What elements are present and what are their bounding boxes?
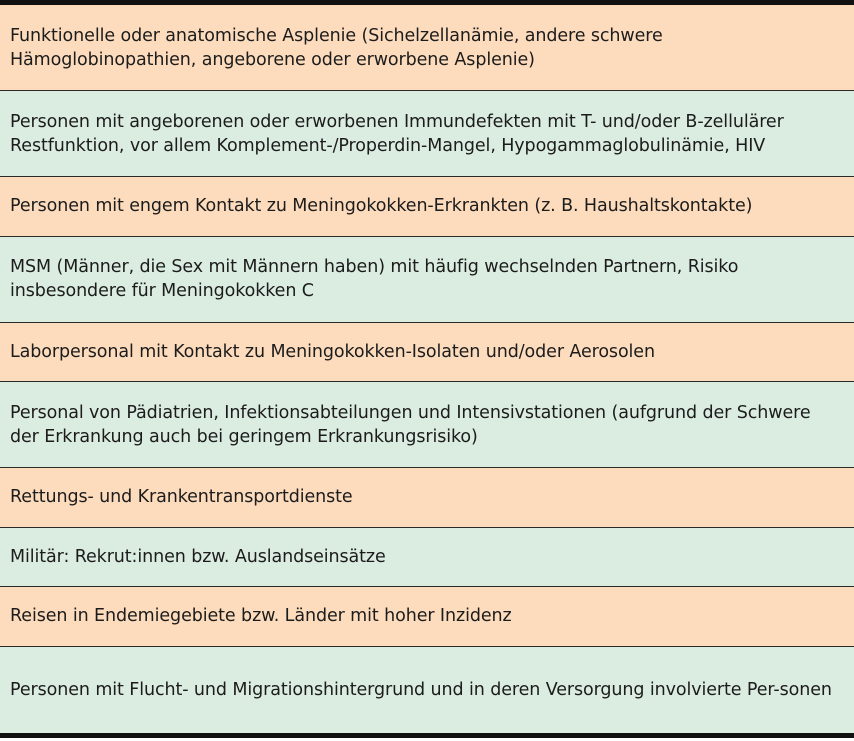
table-row <box>0 323 854 383</box>
row-text: Personal von Pädiatrien, Infektionsabteilungen und Intensivstationen (aufgrund der Schwere der Erkrankung auch bei geringem Erkrankungsrisiko) <box>10 402 811 447</box>
table-row <box>0 468 854 528</box>
table-row <box>0 528 854 588</box>
row-text: MSM (Männer, die Sex mit Männern haben) mit häufig wechselnden Partnern, Risiko insbesondere für Meningokokken C <box>10 257 739 301</box>
row-text: Personen mit engem Kontakt zu Meningokokken-Erkrankten (z. B. Haushaltskontakte) <box>10 196 753 217</box>
table-row <box>0 647 854 733</box>
table-row <box>0 587 854 647</box>
row-text: Personen mit Flucht- und Migrationshintergrund und in deren Versorgung involvierte Per-sonen <box>10 679 832 700</box>
row-text: Personen mit angeborenen oder erworbenen Immundefekten mit T- und/oder B-zellulärer Restfunktion, vor allem Komplement-/Properdin-Mangel, Hypogammaglobulinämie, HIV <box>10 111 784 156</box>
table-row <box>0 382 854 468</box>
table-row <box>0 5 854 91</box>
table-row <box>0 177 854 237</box>
row-text: Reisen in Endemiegebiete bzw. Länder mit hoher Inzidenz <box>10 606 512 627</box>
row-text: Rettungs- und Krankentransportdienste <box>10 487 353 508</box>
table-row <box>0 237 854 323</box>
table-row <box>0 91 854 177</box>
row-text: Laborpersonal mit Kontakt zu Meningokokken-Isolaten und/oder Aerosolen <box>10 341 655 362</box>
row-text: Militär: Rekrut:innen bzw. Auslandseinsätze <box>10 546 386 567</box>
row-text: Funktionelle oder anatomische Asplenie (Sichelzellanämie, andere schwere Hämoglobinopathien, angeborene oder erworbene Asplenie) <box>10 25 663 70</box>
